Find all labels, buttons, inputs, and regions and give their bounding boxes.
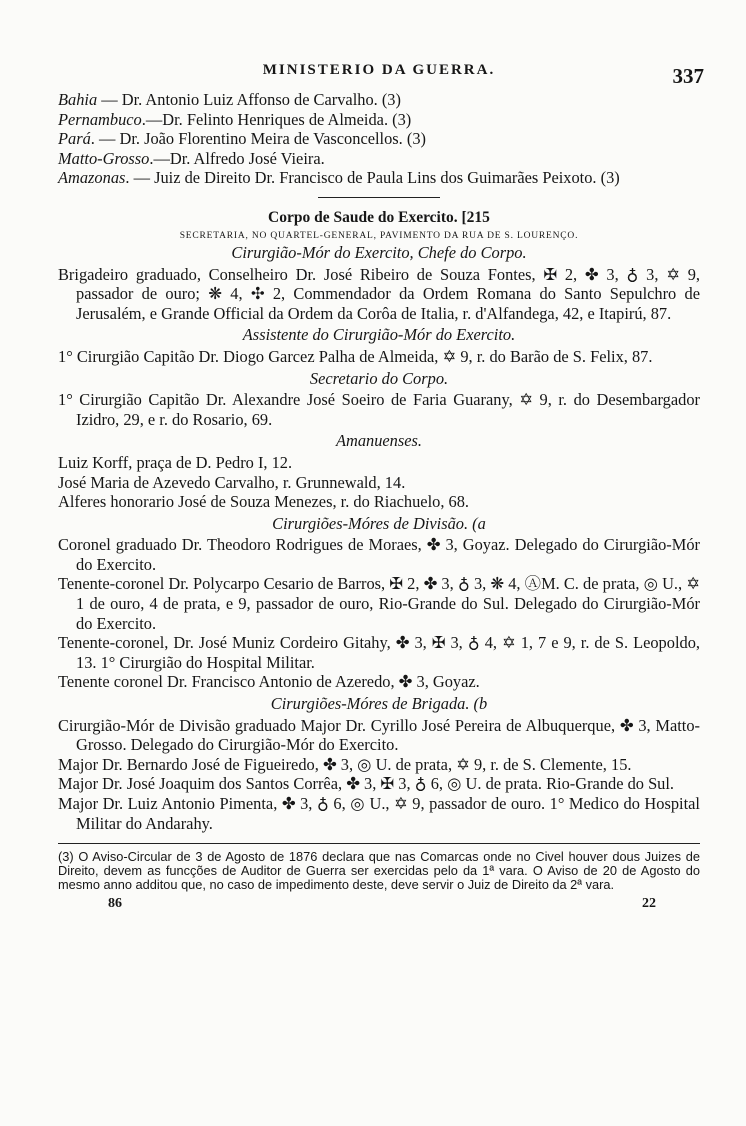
entry-text: Cirurgião-Mór de Divisão graduado Major Dr. Cyrillo José Pereira de Albuquerque, [58,715,620,735]
medal-icon: ♁ [414,774,427,794]
clerks-heading: Amanuenses. [335,431,423,451]
division-entry [58,672,700,692]
circle-dot-icon: ◎ [447,774,462,794]
signature-mark-left: 86 [108,896,122,912]
footnote-divider [58,843,700,844]
rose-icon: ✤ [398,672,413,692]
auditor-entry [58,129,700,149]
entry-text: U. de prata, [371,754,457,774]
cross-icon: ✠ [380,774,395,794]
entry-text: 2, [403,574,424,594]
star-icon: ✡ [519,390,533,410]
entry-text: 3, [409,633,432,653]
entry-text: Tenente coronel Dr. Francisco Antonio de Azeredo, [58,672,399,692]
star-icon: ✡ [666,264,680,284]
division-entry [58,574,700,633]
chief-entry [58,265,700,324]
cross-icon: ✠ [543,264,558,284]
circle-dot-icon: ◎ [357,754,372,774]
rose-icon: ✤ [346,774,360,794]
circle-dot-icon: ◎ [643,574,658,594]
section-title: Corpo de Saude do Exercito. [215 [268,208,490,226]
entry-text: Coronel graduado Dr. Theodoro Rodrigues de Moraes, [58,535,427,555]
entry-text: U., [364,794,395,813]
entry-text: 1, 7 e 9, r. de S. Leopoldo, 13. 1° Cirurgião do Hospital Militar. [76,633,700,672]
wreath-icon: ❋ [490,574,505,594]
chief-heading: Cirurgião-Mór do Exercito, Chefe do Corpo. [231,242,527,262]
brigade-entry [58,774,700,794]
page-footer [58,896,700,918]
division-entry [58,633,700,672]
rose-icon: ✤ [395,633,410,653]
star-icon: ✡ [502,633,516,653]
entry-text: Major Dr. Luiz Antonio Pimenta, [58,794,282,813]
running-title: MINISTERIO DA GUERRA. [262,62,496,78]
auditor-text: . — Dr. João Florentino Meira de Vasconcellos. (3) [90,129,426,149]
medal-icon: ♁ [457,574,470,594]
circle-dot-icon: ◎ [350,794,365,813]
entry-text: Major Dr. Bernardo José de Figueiredo, [58,754,323,774]
medal-icon: ♁ [626,264,639,284]
clerk-entry: Luiz Korff, praça de D. Pedro I, 12. [58,452,293,472]
auditor-place: Amazonas [58,168,126,188]
entry-text: M. C. de prata, [541,574,644,594]
auditor-entry [58,110,700,130]
entry-text: 3, [638,264,667,284]
entry-text: 9, r. de S. Clemente, 15. [469,754,632,774]
entry-text: Tenente-coronel, Dr. José Muniz Cordeiro Gitahy, [58,633,396,653]
entry-text: 3, [469,574,491,594]
division-heading: Cirurgiões-Móres de Divisão. (a [272,513,486,533]
brigade-entry [58,794,700,833]
entry-text: 1° Cirurgião Capitão Dr. Alexandre José Soeiro de Faria Guarany, [58,390,520,410]
assistant-heading: Assistente do Cirurgião-Mór do Exercito. [242,325,516,345]
auditor-place: Matto-Grosso [58,148,150,168]
entry-text: 6, [426,774,448,794]
star-icon: ✡ [442,346,457,366]
brigade-heading: Cirurgiões-Móres de Brigada. (b [270,694,488,714]
rose-icon: ✤ [426,535,441,555]
entry-text: 6, [328,794,351,813]
auditor-place: Pará [58,129,91,149]
auditor-entry [58,168,700,188]
rose-icon: ✤ [619,715,634,735]
division-entry [58,535,700,574]
entry-text: 4, [479,633,503,653]
entry-text: 3, [359,774,381,794]
wreath-icon: ❋ [208,284,222,304]
auditor-text: — Dr. Antonio Luiz Affonso de Carvalho. (3) [97,90,401,109]
entry-text: 3, [437,574,458,594]
cross-icon: ✠ [431,633,446,653]
clerk-entry: José Maria de Azevedo Carvalho, r. Grunnewald, 14. [58,472,406,492]
entry-text: 3, Goyaz. [412,672,480,692]
brigade-entry [58,716,700,755]
auditor-place: Pernambuco [58,109,142,129]
rose-icon: ✤ [322,754,337,774]
star-icon: ✡ [456,754,470,774]
auditors-list [58,90,700,188]
entry-text: 3, [598,264,627,284]
star-icon: ✡ [686,574,700,594]
corps-body [58,243,700,833]
assistant-entry [58,347,700,367]
entry-text: 3, Goyaz. Delegado do Cirurgião-Mór do Exercito. [76,535,700,574]
entry-text: 3, [445,633,468,653]
auditor-entry [58,149,700,169]
entry-text: 3, [394,774,415,794]
entry-text: 9, r. do Barão de S. Felix, 87. [456,346,653,366]
clerk-entry: Alferes honorario José de Souza Menezes, r. do Riachuelo, 68. [58,492,470,512]
rose-icon: ✤ [281,794,296,813]
entry-text: 3, Matto-Grosso. Delegado do Cirurgião-Mór do Exercito. [76,715,700,755]
entry-text: 3, [295,794,317,813]
secretary-entry [58,390,700,429]
page-header [58,60,704,90]
christ-icon: ✣ [250,284,265,304]
auditor-text: .—Dr. Felinto Henriques de Almeida. (3) [141,109,412,129]
entry-text: 3, [336,754,358,774]
rose-icon: ✤ [423,574,438,594]
page [58,60,704,918]
entry-text: 9, r. do Desembargador Izidro, 29, e r. do Rosario, 69. [76,390,700,429]
rose-icon: ✤ [584,264,599,284]
entry-text: Tenente-coronel Dr. Polycarpo Cesario de Barros, [58,574,390,594]
auditor-entry [58,90,700,110]
entry-text: 1 de ouro, 4 de prata, e 9, passador de ouro, Rio-Grande do Sul. Delegado do Cirurgião-Mór do Exercito. [76,594,700,633]
page-number: 337 [672,64,704,88]
entry-text: 2, Commendador da Ordem Romana do Santo Sepulchro de Jerusalém, e Grande Official da Ordem da Corôa de Italia, r. d'Alfandega, 42, e Itapirú, 87. [76,284,700,323]
section-location: SECRETARIA, NO QUARTEL-GENERAL, PAVIMENTO DA RUA DE S. LOURENÇO. [179,230,579,241]
auditor-place: Bahia [58,90,98,109]
cross-icon: ✠ [389,574,404,594]
entry-text: 4, [221,284,251,304]
entry-text: U., [657,574,687,594]
entry-text: 4, [504,574,525,594]
entry-text: Brigadeiro graduado, Conselheiro Dr. José Ribeiro de Souza Fontes, [58,264,544,284]
section-divider [318,197,440,198]
brigade-entry [58,755,700,775]
footnote: (3) O Aviso-Circular de 3 de Agosto de 1876 declara que nas Comarcas onde no Civel houver dous Juizes de Direito, devem as funcções de Auditor de Guerra ser exercidas pelo da 1ª vara. O Aviso de 20 de Agosto do mesmo anno additou que, no caso de impedimento deste, deve servir o Juiz de Direito da 2ª vara. [58,849,700,893]
auditor-text: .—Dr. Alfredo José Vieira. [149,148,325,168]
medal-icon: ♁ [467,633,480,653]
circle-a-icon: Ⓐ [524,574,542,594]
entry-text: 2, [557,264,585,284]
entry-text: 9, passador de ouro. 1° Medico do Hospital Militar do Andarahy. [76,794,700,833]
star-icon: ✡ [394,794,408,813]
entry-text: Major Dr. José Joaquim dos Santos Corrêa, [58,774,347,794]
signature-mark-right: 22 [642,896,656,912]
auditor-text: . — Juiz de Direito Dr. Francisco de Paula Lins dos Guimarães Peixoto. (3) [125,168,620,188]
entry-text: 1° Cirurgião Capitão Dr. Diogo Garcez Palha de Almeida, [58,346,443,366]
medal-icon: ♁ [316,794,329,813]
entry-text: 9, passador de ouro; [76,264,700,304]
entry-text: U. de prata. Rio-Grande do Sul. [461,774,675,794]
secretary-heading: Secretario do Corpo. [309,368,449,388]
